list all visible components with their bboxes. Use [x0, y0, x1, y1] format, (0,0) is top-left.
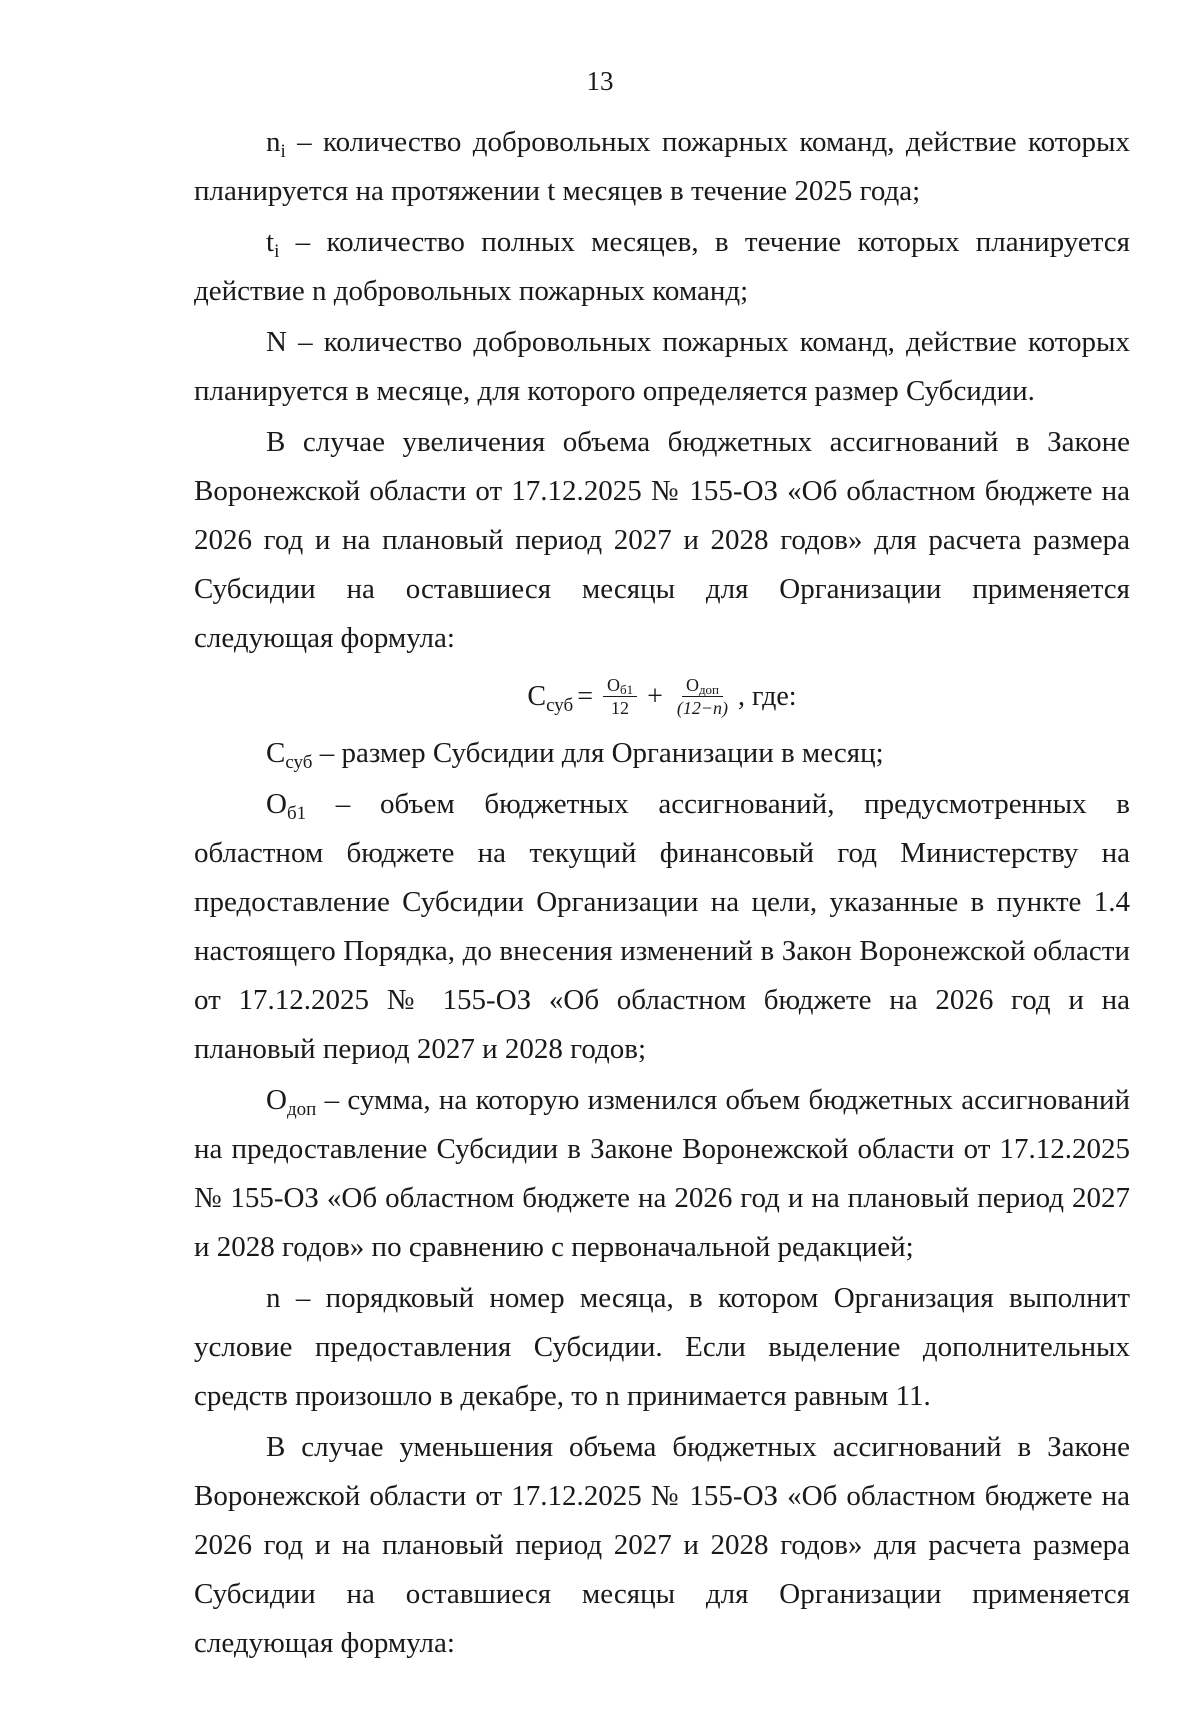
- paragraph-csub: [194, 729, 1130, 778]
- formula-lhs: [527, 672, 573, 721]
- paragraph-text: – количество полных месяцев, в течение которых планируется действие n добровольных пожарных команд;: [194, 226, 1130, 307]
- paragraph-text: – количество добровольных пожарных команд, действие которых планируется на протяжении t месяцев в течение 2025 года;: [194, 126, 1130, 207]
- symbol-subscript: доп: [286, 1099, 317, 1120]
- symbol: t: [266, 226, 275, 258]
- paragraph-n: [194, 1274, 1130, 1421]
- symbol: С: [266, 737, 286, 769]
- paragraph-ni: [194, 118, 1130, 216]
- fraction-1-denominator: 12: [611, 697, 630, 718]
- fraction-2-denominator: (12−n): [676, 697, 729, 718]
- fraction-2-numerator: [682, 674, 723, 697]
- paragraph-text: n – порядковый номер месяца, в котором Организация выполнит условие предоставления Субсидии. Если выделение дополнительных средств произошло в декабре, то n принимается равным 11.: [194, 1282, 1130, 1412]
- paragraph-text: – объем бюджетных ассигнований, предусмотренных в областном бюджете на текущий финансовый год Министерству на предоставление Субсидии Организации на цели, указанные в пункте 1.4 настоящего Порядка, до внесения изменений в Закон Воронежской области от 17.12.2025 № 155-ОЗ «Об областном бюджете на 2026 год и на плановый период 2027 и 2028 годов;: [194, 788, 1130, 1065]
- paragraph-N: [194, 318, 1130, 416]
- paragraph-ti: [194, 218, 1130, 316]
- formula-subsidy: [194, 663, 1130, 729]
- f1-num-subscript: б1: [619, 681, 634, 697]
- symbol-subscript: б1: [286, 803, 307, 824]
- f2-num-symbol: О: [685, 674, 699, 695]
- paragraph-text: – сумма, на которую изменился объем бюджетных ассигнований на предоставление Субсидии в Законе Воронежской области от 17.12.2025 № 155-ОЗ «Об областном бюджете на 2026 год и на плановый период 2027 и 2028 годов» по сравнению с первоначальной редакцией;: [194, 1084, 1130, 1263]
- f1-num-symbol: О: [606, 674, 620, 695]
- document-body: [194, 118, 1130, 1668]
- formula-lhs-subscript: суб: [546, 694, 574, 716]
- paragraph-text: В случае увеличения объема бюджетных ассигнований в Законе Воронежской области от 17.12.2025 № 155-ОЗ «Об областном бюджете на 2026 год и на плановый период 2027 и 2028 годов» для расчета размера Субсидии на оставшиеся месяцы для Организации применяется следующая формула:: [194, 426, 1130, 654]
- paragraph-text: – размер Субсидии для Организации в месяц;: [312, 737, 884, 769]
- paragraph-ob1: [194, 780, 1130, 1074]
- symbol-subscript: i: [274, 241, 280, 262]
- paragraph-decrease: [194, 1423, 1130, 1668]
- page-number: 13: [586, 66, 614, 96]
- formula-equals: =: [577, 680, 593, 712]
- formula-lhs-symbol: С: [527, 680, 547, 712]
- paragraph-odop: [194, 1076, 1130, 1272]
- paragraph-text: В случае уменьшения объема бюджетных ассигнований в Законе Воронежской области от 17.12.2025 № 155-ОЗ «Об областном бюджете на 2026 год и на плановый период 2027 и 2028 годов» для расчета размера Субсидии на оставшиеся месяцы для Организации применяется следующая формула:: [194, 1431, 1130, 1659]
- formula-fraction-2: [673, 674, 732, 719]
- formula-fraction-1: [603, 674, 637, 719]
- symbol: n: [266, 126, 281, 158]
- formula-tail: , где:: [738, 680, 797, 712]
- symbol: О: [266, 788, 287, 820]
- symbol: О: [266, 1084, 287, 1116]
- fraction-1-numerator: [603, 674, 637, 697]
- formula-plus: +: [647, 680, 663, 712]
- symbol-subscript: i: [280, 141, 286, 162]
- symbol-subscript: суб: [285, 752, 313, 773]
- f2-num-subscript: доп: [698, 681, 720, 697]
- paragraph-text: N – количество добровольных пожарных команд, действие которых планируется в месяце, для которого определяется размер Субсидии.: [194, 326, 1130, 407]
- paragraph-increase: [194, 418, 1130, 663]
